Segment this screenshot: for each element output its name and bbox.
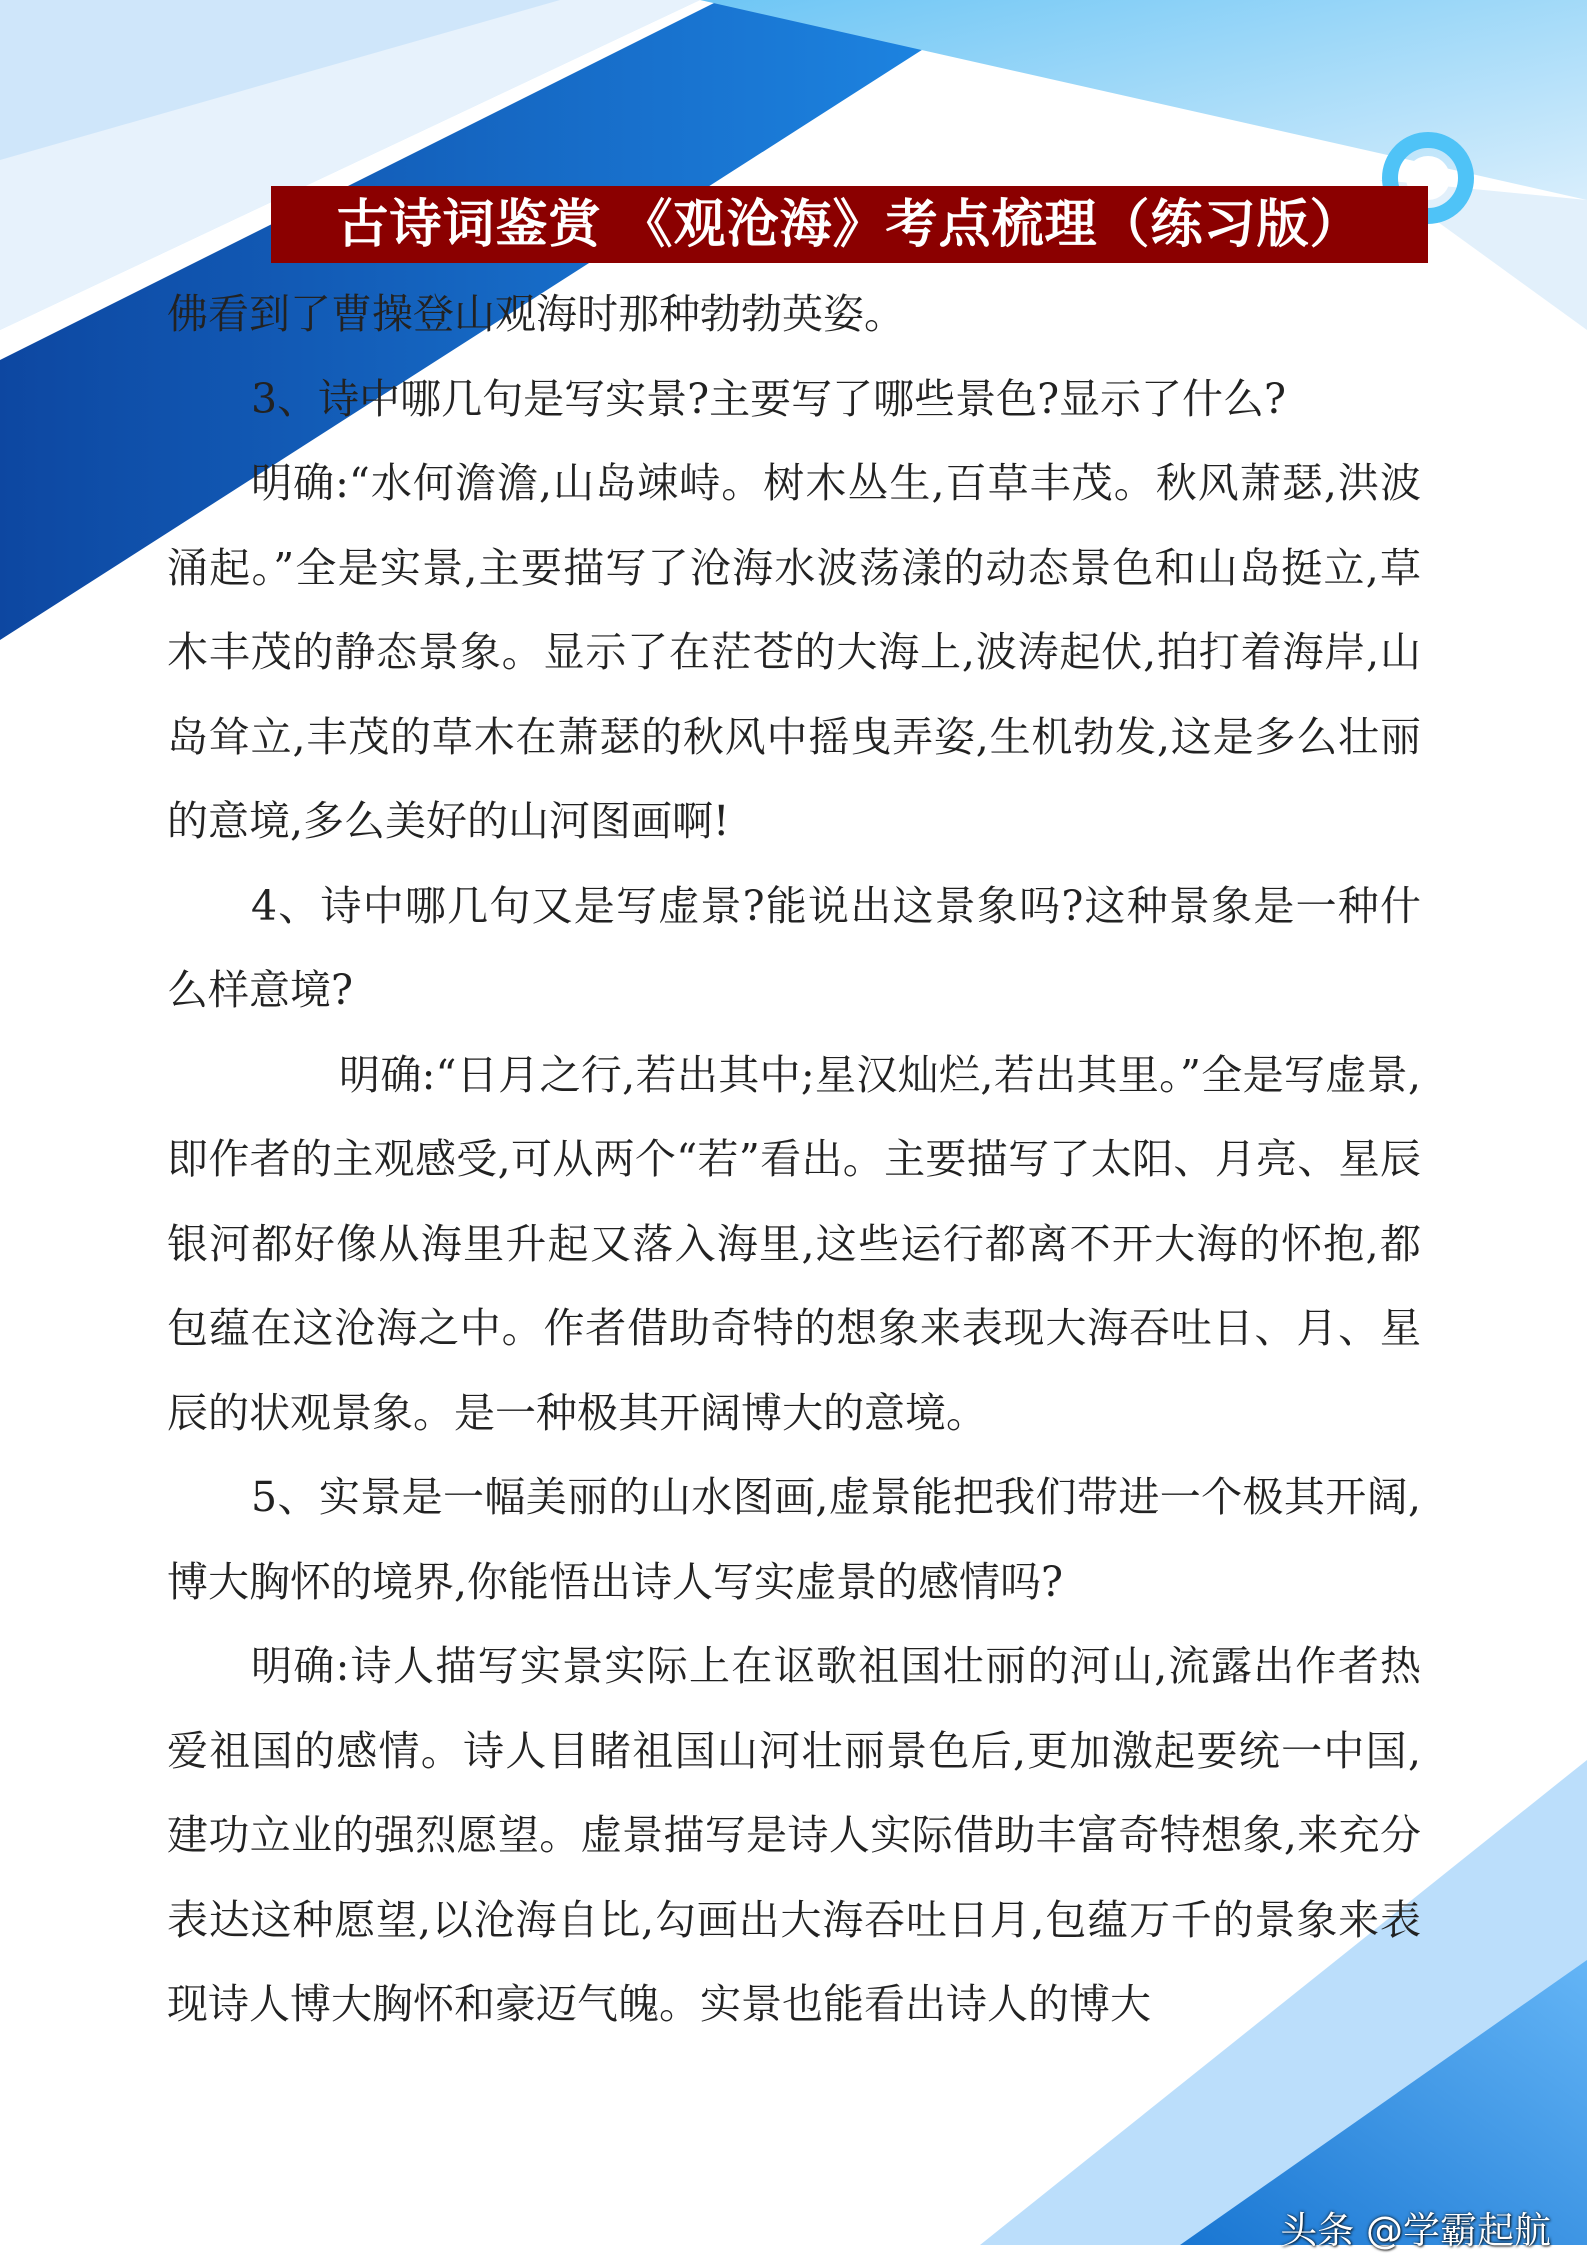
answer-4: 明确:“日月之行,若出其中;星汉灿烂,若出其里。”全是写虚景,即作者的主观感受,可从两个“若”看出。主要描写了太阳、月亮、星辰银河都好像从海里升起又落入海里,这些运行都离不开大海的怀抱,都包蕴在这沧海之中。作者借助奇特的想象来表现大海吞吐日、月、星辰的状观景象。是一种极其开阔博大的意境。 [167, 1050, 1421, 1437]
answer-3: 明确:“水何澹澹,山岛竦峙。树木丛生,百草丰茂。秋风萧瑟,洪波涌起。”全是实景,主要描写了沧海水波荡漾的动态景色和山岛挺立,草木丰茂的静态景象。显示了在茫苍的大海上,波涛起伏,拍打着海岸,山岛耸立,丰茂的草木在萧瑟的秋风中摇曳弄姿,生机勃发,这是多么壮丽的意境,多么美好的山河图画啊! [167, 459, 1421, 845]
watermark-label: 头条 @学霸起航 [1280, 2209, 1551, 2252]
question-4: 4、诗中哪几句又是写虚景?能说出这景象吗?这种景象是一种什么样意境? [167, 881, 1421, 1014]
question-5: 5、实景是一幅美丽的山水图画,虚景能把我们带进一个极其开阔,博大胸怀的境界,你能悟出诗人写实虚景的感情吗? [167, 1473, 1421, 1606]
title-banner [271, 186, 1428, 263]
question-3: 3、诗中哪几句是写实景?主要写了哪些景色?显示了什么? [251, 374, 1287, 423]
document-body [167, 272, 1421, 2047]
page-title: 古诗词鉴赏 《观沧海》考点梳理（练习版） [336, 194, 1363, 255]
answer-5: 明确:诗人描写实景实际上在讴歌祖国壮丽的河山,流露出作者热爱祖国的感情。诗人目睹祖国山河壮丽景色后,更加激起要统一中国,建功立业的强烈愿望。虚景描写是诗人实际借助丰富奇特想象,来充分表达这种愿望,以沧海自比,勾画出大海吞吐日月,包蕴万千的景象来表现诗人博大胸怀和豪迈气魄。实景也能看出诗人的博大 [167, 1642, 1421, 2028]
paragraph-continuation: 佛看到了曹操登山观海时那种勃勃英姿。 [167, 290, 905, 338]
